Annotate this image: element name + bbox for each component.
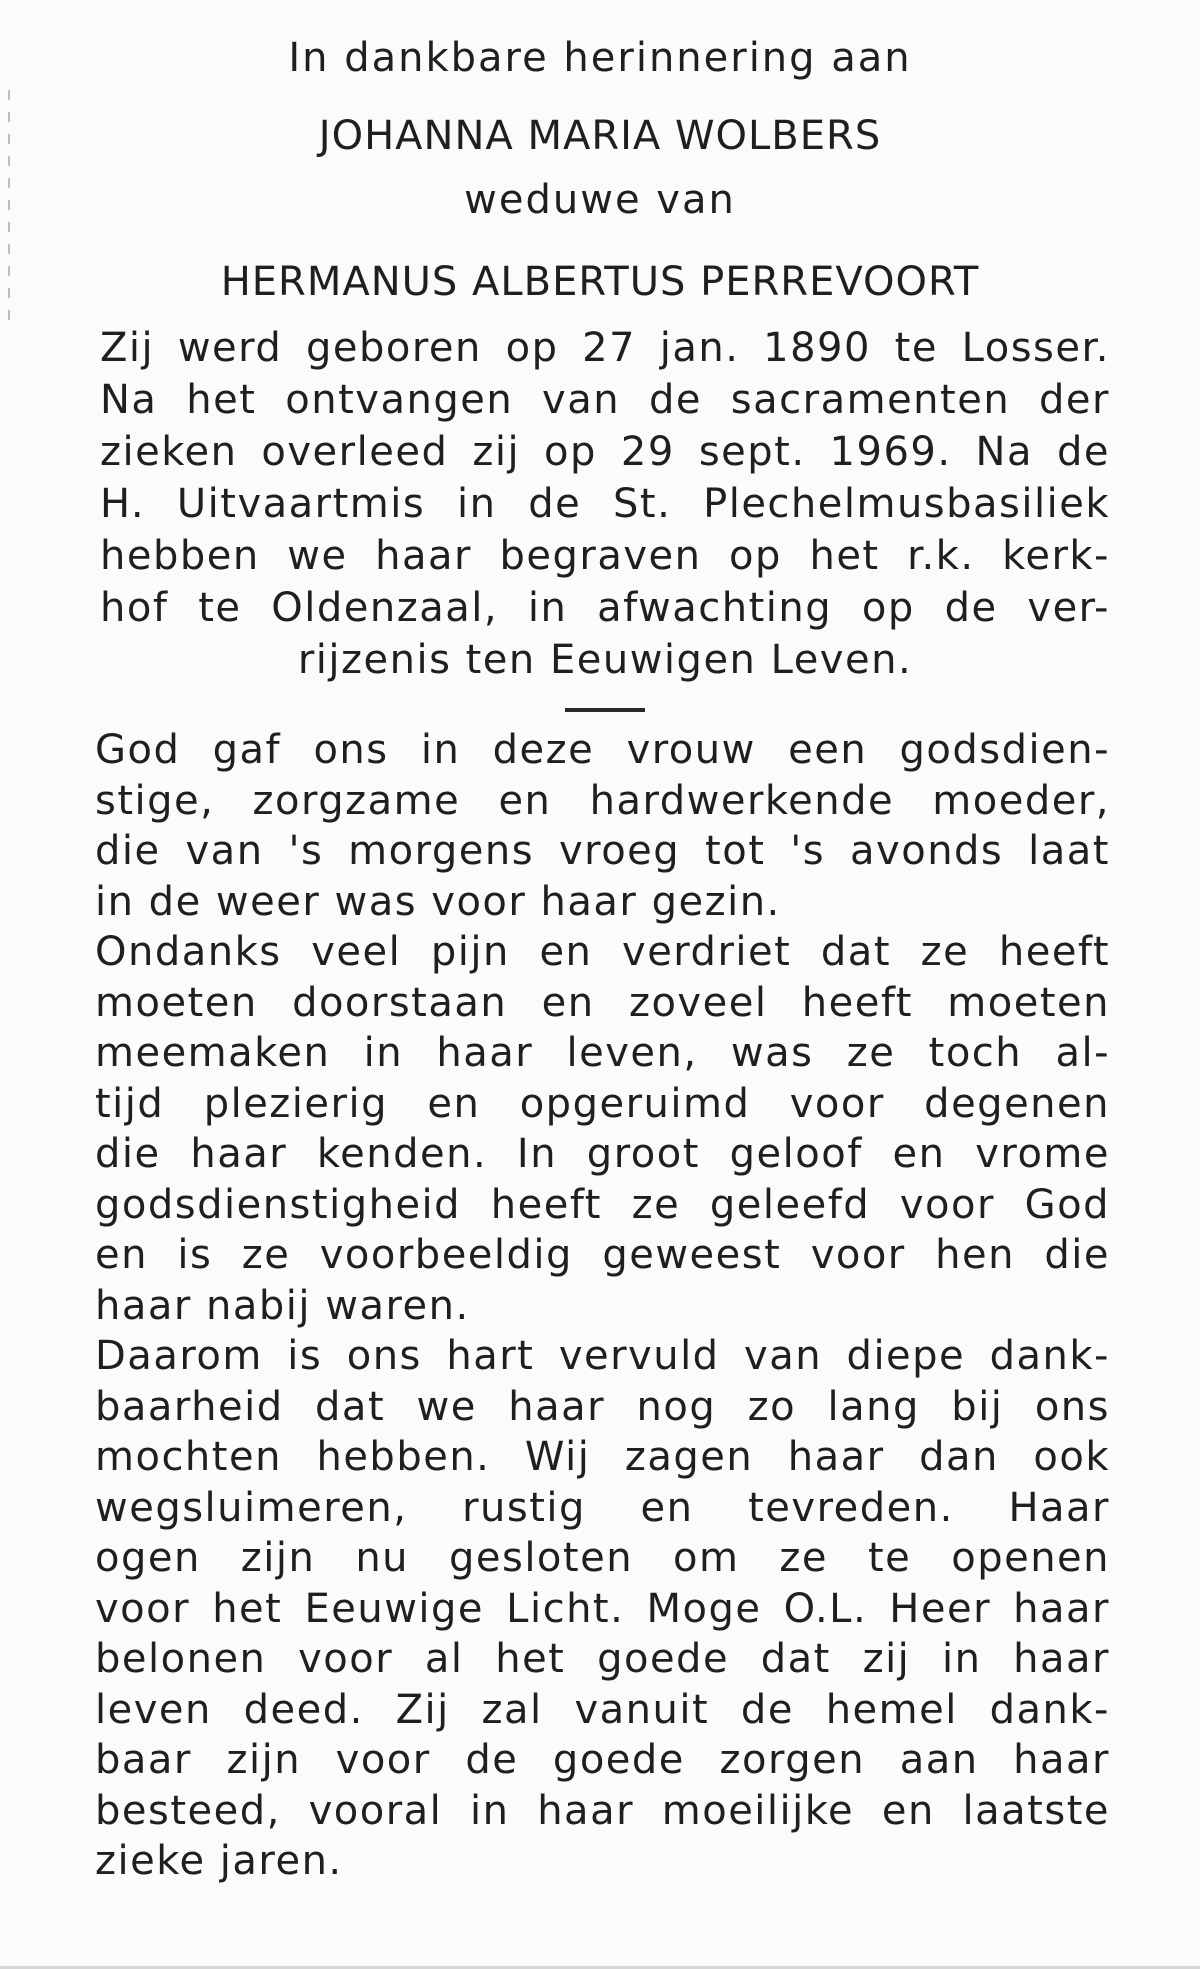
text-line: haar nabij waren. [95,1282,470,1329]
text-line: die haar kenden. In groot geloof en vrome [95,1131,1110,1177]
text-line: meemaken in haar leven, was ze toch al- [95,1030,1110,1076]
text-line: hebben we haar begraven op het r.k. kerk- [100,533,1110,579]
text-line: Daarom is ons hart vervuld van diepe dank- [95,1333,1110,1379]
text-line: mochten hebben. Wij zagen haar dan ook [95,1434,1110,1480]
text-line: stige, zorgzame en hardwerkende moeder, [95,777,1110,824]
text-line: zieken overleed zij op 29 sept. 1969. Na de [100,429,1110,475]
text-line: hof te Oldenzaal, in afwachting op de ver- [100,585,1110,631]
text-line: ogen zijn nu gesloten om ze te openen [95,1535,1110,1581]
text-line: moeten doorstaan en zoveel heeft moeten [95,979,1110,1026]
text-line: belonen voor al het goede dat zij in haar [95,1636,1110,1682]
biography-paragraph [100,322,1110,686]
section-divider [565,708,645,712]
text-line: tijd plezierig en opgeruimd voor degenen [95,1080,1110,1127]
text-line: baarheid dat we haar nog zo lang bij ons [95,1383,1110,1430]
text-line: voor het Eeuwige Licht. Moge O.L. Heer haar [95,1585,1110,1632]
text-line: Ondanks veel pijn en verdriet dat ze heeft [95,929,1110,975]
text-line: godsdienstigheid heeft ze geleefd voor God [95,1181,1110,1228]
text-line: wegsluimeren, rustig en tevreden. Haar [95,1484,1110,1531]
widow-of-line: weduwe van [464,177,736,223]
tribute-paragraph [95,725,1110,1887]
text-line: H. Uitvaartmis in de St. Plechelmusbasiliek [100,481,1110,527]
text-line: Zij werd geboren op 27 jan. 1890 te Losser. [100,325,1110,371]
dedication-line: In dankbare herinnering aan [288,35,912,81]
text-line: die van 's morgens vroeg tot 's avonds laat [95,828,1110,874]
text-line: in de weer was voor haar gezin. [95,878,781,925]
spouse-name: HERMANUS ALBERTUS PERREVOORT [220,259,980,305]
text-line: besteed, vooral in haar moeilijke en laatste [95,1787,1110,1834]
deceased-name: JOHANNA MARIA WOLBERS [318,113,882,159]
text-line: rijzenis ten Eeuwigen Leven. [297,637,913,683]
text-line: baar zijn voor de goede zorgen aan haar [95,1737,1110,1783]
text-line: zieke jaren. [95,1838,343,1884]
text-line: Na het ontvangen van de sacramenten der [100,377,1110,423]
text-line: leven deed. Zij zal vanuit de hemel dank- [95,1686,1110,1733]
text-line: God gaf ons in deze vrouw een godsdien- [95,727,1110,773]
text-line: en is ze voorbeeldig geweest voor hen die [95,1232,1110,1278]
